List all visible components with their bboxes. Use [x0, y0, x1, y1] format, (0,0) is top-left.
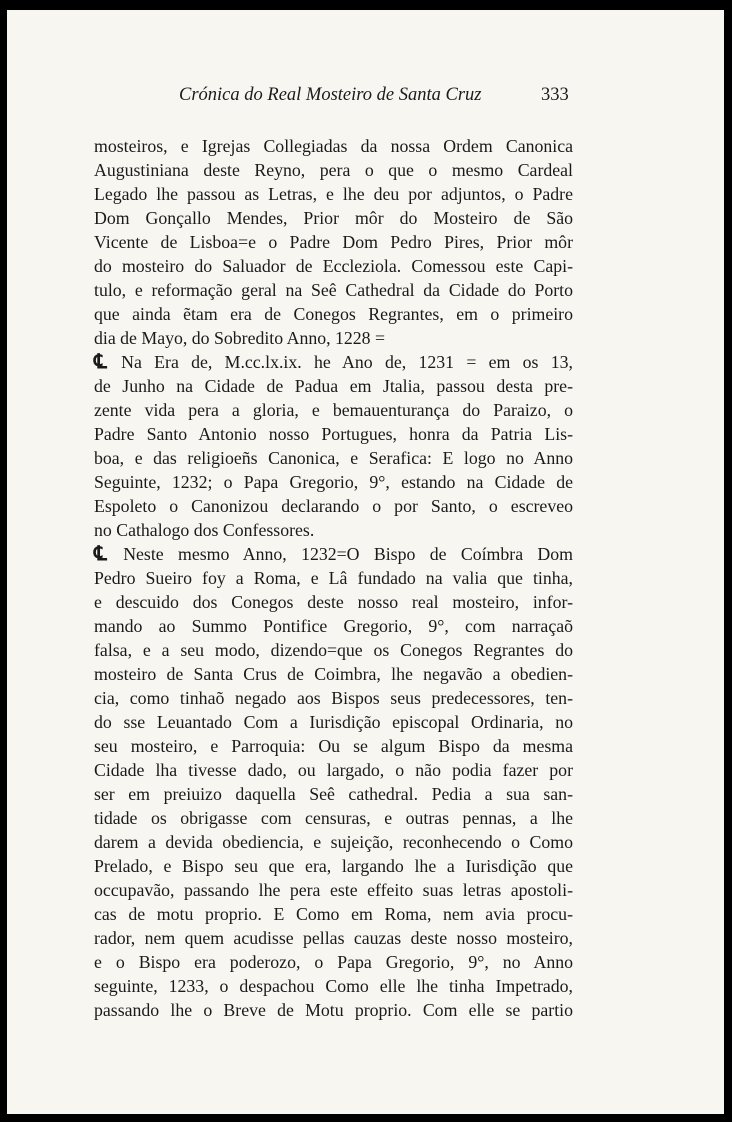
text-line-content: cia, como tinhaõ negado aos Bispos seus predecessores, ten- [94, 688, 573, 708]
text-line [94, 758, 573, 782]
text-line-content: seguinte, 1233, o despachou Como elle lhe tinha Impetrado, [94, 976, 573, 996]
text-line-content: de Junho na Cidade de Padua em Jtalia, passou desta pre- [94, 376, 573, 396]
text-line-content: Dom Gonçallo Mendes, Prior môr do Mosteiro de São [94, 208, 573, 228]
text-line [94, 710, 573, 734]
text-line-content: occupavão, passando lhe pera este effeito suas letras apostoli- [94, 880, 573, 900]
text-line [94, 590, 573, 614]
text-line [94, 158, 573, 182]
text-line [94, 446, 573, 470]
text-line-content: Pedro Sueiro foy a Roma, e Lâ fundado na valia que tinha, [94, 568, 573, 588]
text-line [94, 134, 573, 158]
text-line [94, 206, 573, 230]
text-line-content: Cidade lha tivesse dado, ou largado, o não podia fazer por [94, 760, 573, 780]
text-line [94, 926, 573, 950]
text-line-content: boa, e das religioeñs Canonica, e Serafica: E logo no Anno [94, 448, 573, 468]
page [7, 10, 724, 1114]
text-line-content: Legado lhe passou as Letras, e lhe deu por adjuntos, o Padre [94, 184, 573, 204]
text-line [94, 278, 573, 302]
text-line [94, 878, 573, 902]
text-line [94, 950, 573, 974]
paragraph-mark: ℄ [94, 351, 107, 373]
text-line-content: dia de Mayo, do Sobredito Anno, 1228 = [94, 328, 386, 348]
running-title: Crónica do Real Mosteiro de Santa Cruz [179, 85, 482, 105]
text-line [94, 902, 573, 926]
text-line [94, 566, 573, 590]
text-line-content: que ainda ẽtam era de Conegos Regrantes, em o primeiro [94, 304, 573, 324]
text-line-content: Vicente de Lisboa=e o Padre Dom Pedro Pires, Prior môr [94, 232, 573, 252]
text-line-content: tidade os obrigasse com censuras, e outras pennas, a lhe [94, 808, 573, 828]
text-line-content: falsa, e a seu modo, dizendo=que os Conegos Regrantes do [94, 640, 573, 660]
text-line [94, 302, 573, 326]
text-line [94, 542, 573, 566]
text-line [94, 830, 573, 854]
text-line-content: Neste mesmo Anno, 1232=O Bispo de Coímbra Dom [123, 544, 573, 564]
text-line [94, 998, 573, 1022]
page-number: 333 [541, 85, 569, 105]
text-line-content: ser em preiuizo daquella Seê cathedral. Pedia a sua san- [94, 784, 573, 804]
text-line-content: do mosteiro do Saluador de Eccleziola. Comessou este Capi- [94, 256, 573, 276]
text-line [94, 638, 573, 662]
paragraph-mark: ℄ [94, 543, 107, 565]
text-line [94, 494, 573, 518]
text-line-content: Padre Santo Antonio nosso Portugues, honra da Patria Lis- [94, 424, 573, 444]
text-line [94, 254, 573, 278]
text-line [94, 686, 573, 710]
text-line-content: darem a devida obediencia, e sujeição, reconhecendo o Como [94, 832, 573, 852]
text-line-content: mosteiros, e Igrejas Collegiadas da nossa Ordem Canonica [94, 136, 573, 156]
text-line [94, 374, 573, 398]
text-line-content: no Cathalogo dos Confessores. [94, 520, 315, 540]
text-line-content: e o Bispo era poderozo, o Papa Gregorio, 9°, no Anno [94, 952, 573, 972]
text-line [94, 326, 573, 350]
text-line [94, 734, 573, 758]
text-line [94, 398, 573, 422]
text-line [94, 854, 573, 878]
text-line [94, 974, 573, 998]
text-line-content: e descuido dos Conegos deste nosso real mosteiro, infor- [94, 592, 573, 612]
text-line [94, 662, 573, 686]
text-line-content: mando ao Summo Pontifice Gregorio, 9°, com narraçaõ [94, 616, 573, 636]
text-line-content: Espoleto o Canonizou declarando o por Santo, o escreveo [94, 496, 573, 516]
text-line [94, 182, 573, 206]
text-line-content: Prelado, e Bispo seu que era, largando lhe a Iurisdição que [94, 856, 573, 876]
text-line-content: tulo, e reformação geral na Seê Cathedral da Cidade do Porto [94, 280, 573, 300]
text-line [94, 230, 573, 254]
text-line-content: seu mosteiro, e Parroquia: Ou se algum Bispo da mesma [94, 736, 573, 756]
text-line-content: do sse Leuantado Com a Iurisdição episcopal Ordinaria, no [94, 712, 573, 732]
text-line-content: rador, nem quem acudisse pellas cauzas deste nosso mosteiro, [94, 928, 573, 948]
text-line-content: zente vida pera a gloria, e bemauenturança do Paraizo, o [94, 400, 573, 420]
text-line-content: Augustiniana deste Reyno, pera o que o mesmo Cardeal [94, 160, 573, 180]
text-line-content: Seguinte, 1232; o Papa Gregorio, 9°, estando na Cidade de [94, 472, 573, 492]
text-line [94, 350, 573, 374]
text-line [94, 806, 573, 830]
page-header [7, 85, 724, 111]
text-line [94, 470, 573, 494]
text-line-content: passando lhe o Breve de Motu proprio. Com elle se partio [94, 1000, 573, 1020]
text-line [94, 518, 573, 542]
text-line [94, 782, 573, 806]
text-line-content: cas de motu proprio. E Como em Roma, nem avia procu- [94, 904, 573, 924]
text-line [94, 422, 573, 446]
text-line-content: Na Era de, M.cc.lx.ix. he Ano de, 1231 = em os 13, [121, 352, 573, 372]
text-line [94, 614, 573, 638]
text-line-content: mosteiro de Santa Crus de Coimbra, lhe negavão a obedien- [94, 664, 573, 684]
